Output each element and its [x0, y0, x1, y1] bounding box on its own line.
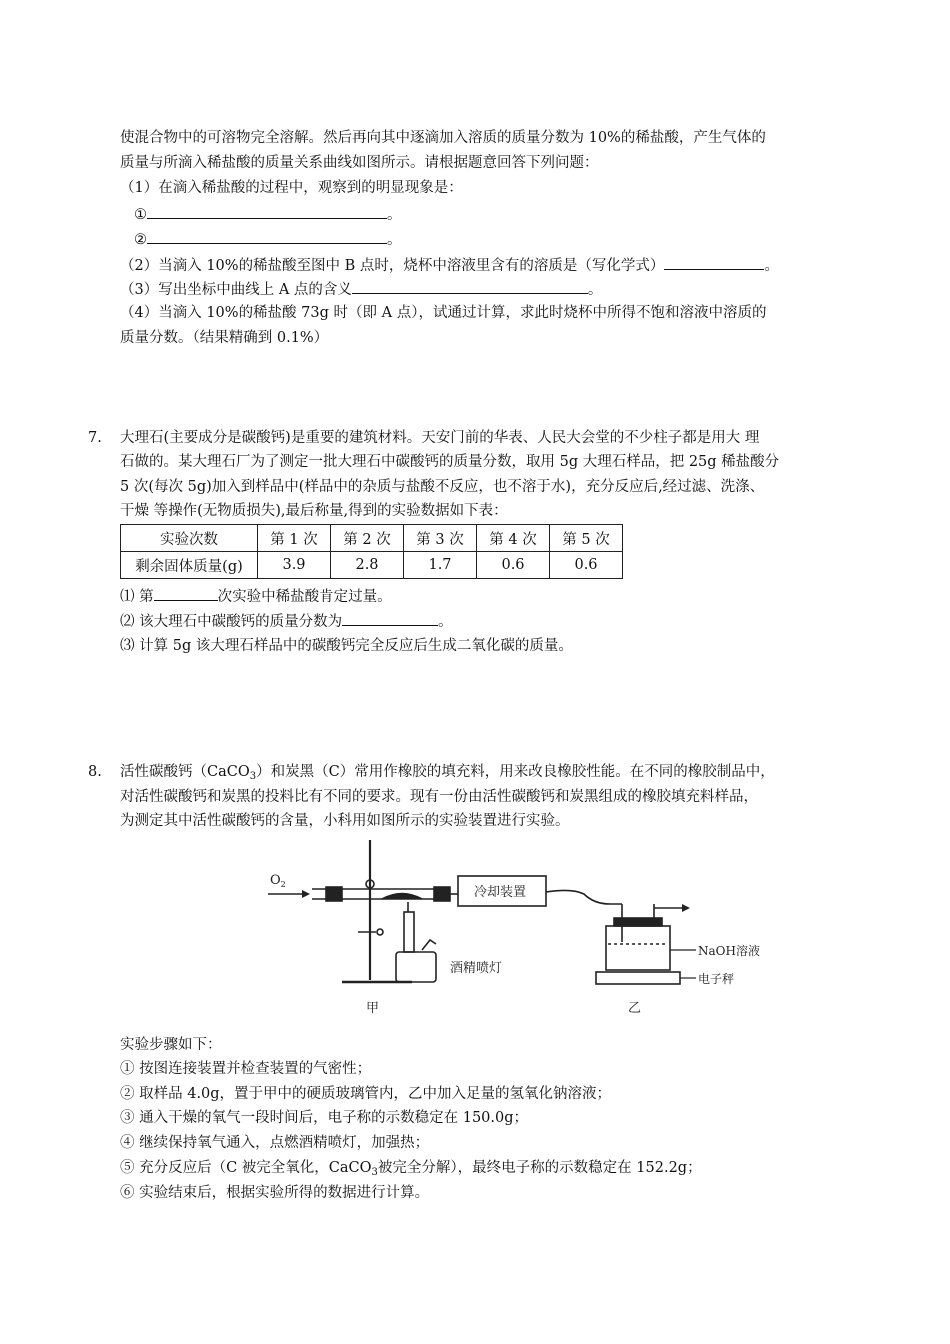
q7-line-2: 石做的。某大理石厂为了测定一批大理石中碳酸钙的质量分数，取用 5g 大理石样品，把 25g 稀盐酸分 [120, 454, 780, 470]
subscript: 3 [249, 771, 257, 782]
q8-line-2: 对活性碳酸钙和炭黑的投料比有不同的要求。现有一份由活性碳酸钙和炭黑组成的橡胶填充料样品， [120, 789, 758, 805]
arrow-head-icon [682, 904, 690, 912]
step-3: ③ 通入干燥的氧气一段时间后，电子称的示数稳定在 150.0g； [120, 1110, 529, 1126]
q7-line-4: 干燥 等操作(无物质损失),最后称量,得到的实验数据如下表： [120, 503, 508, 519]
period: 。 [438, 614, 453, 630]
q6-part-4-line-1: （4）当滴入 10%的稀盐酸 73g 时（即 A 点），试通过计算，求此时烧杯中所得不饱和溶液中溶质的 [120, 305, 767, 321]
table-cell: 1.7 [404, 552, 477, 579]
table-cell: 0.6 [477, 552, 550, 579]
yi-label: 乙 [628, 1001, 642, 1016]
table-cell: 2.8 [331, 552, 404, 579]
step-5-a: ⑤ 充分反应后（C 被完全氧化，CaCO [120, 1160, 372, 1176]
connecting-tube [546, 890, 622, 904]
q6-part-2-text: （2）当滴入 10%的稀盐酸至图中 B 点时，烧杯中溶液里含有的溶质是（写化学式） [120, 258, 665, 274]
electronic-scale [596, 972, 680, 984]
bottle-stopper [614, 918, 662, 926]
o2-label: $O_2$ [270, 873, 286, 889]
table-header-cell: 实验次数 [121, 525, 258, 552]
naoh-label: NaOH溶液 [698, 944, 760, 958]
step-6: ⑥ 实验结束后，根据实验所得的数据进行计算。 [120, 1185, 430, 1201]
table-header-cell: 第 1 次 [258, 525, 331, 552]
q7-number: 7. [88, 430, 102, 446]
table-header-cell: 第 2 次 [331, 525, 404, 552]
step-5-b: 被完全分解），最终电子称的示数稳定在 152.2g； [377, 1160, 702, 1176]
q6-part-4-line-2: 质量分数。（结果精确到 0.1%） [120, 330, 329, 346]
table-cell: 3.9 [258, 552, 331, 579]
q7-sub-1-pre: ⑴ 第 [120, 589, 154, 605]
period: 。 [387, 207, 402, 223]
q7-line-3: 5 次(每次 5g)加入到样品中(样品中的杂质与盐酸不反应，也不溶于水)，充分反应后,经过滤、洗涤、 [120, 479, 765, 495]
q7-sub-1 [120, 586, 392, 607]
step-5 [120, 1158, 702, 1178]
table-header-cell: 第 3 次 [404, 525, 477, 552]
answer-blank[interactable] [664, 255, 764, 270]
wash-bottle [606, 926, 670, 970]
steps-title: 实验步骤如下： [120, 1037, 222, 1053]
item-1-mark: ① [134, 207, 147, 223]
apparatus-diagram [262, 832, 760, 1020]
table-header-cell: 第 4 次 [477, 525, 550, 552]
q6-part-1: （1）在滴入稀盐酸的过程中，观察到的明显现象是： [120, 180, 463, 196]
answer-blank[interactable] [352, 279, 588, 294]
q6-part-1-item-1 [134, 204, 402, 225]
step-4: ④ 继续保持氧气通入，点燃酒精喷灯，加强热； [120, 1135, 430, 1151]
q7-line-1: 大理石(主要成分是碳酸钙)是重要的建筑材料。天安门前的华表、人民大会堂的不少柱子都是用大 理 [120, 430, 760, 446]
answer-blank[interactable] [147, 229, 387, 244]
answer-blank[interactable] [154, 586, 218, 601]
stopper-left [326, 887, 342, 901]
q6-part-2 [120, 255, 779, 276]
q8-line-1 [120, 762, 775, 782]
lamp-label: 酒精喷灯 [450, 961, 503, 976]
q8-line-1-b: ）和炭黑（C）常用作橡胶的填充料，用来改良橡胶性能。在不同的橡胶制品中， [256, 764, 775, 780]
step-1: ① 按图连接装置并检查装置的气密性； [120, 1061, 372, 1077]
q6-intro-line-1: 使混合物中的可溶物完全溶解。然后再向其中逐滴加入溶质的质量分数为 10%的稀盐酸，产生气体的 [120, 130, 766, 146]
q6-intro-line-2: 质量与所滴入稀盐酸的质量关系曲线如图所示。请根据题意回答下列问题： [120, 155, 599, 171]
results-table [120, 524, 623, 579]
clamp-knob [377, 929, 383, 935]
arrow-head-icon [302, 890, 310, 898]
q6-part-3-text: （3）写出坐标中曲线上 A 点的含义 [120, 282, 352, 298]
q8-line-1-a: 活性碳酸钙（CaCO [120, 764, 250, 780]
q6-part-3 [120, 279, 602, 300]
burner-neck [404, 912, 414, 952]
q6-part-1-item-2 [134, 229, 402, 250]
scale-label: 电子秤 [698, 972, 735, 986]
alcohol-burner-body [396, 952, 436, 982]
cooler-label: 冷却装置 [474, 885, 527, 900]
sample-in-tube [382, 894, 422, 900]
item-2-mark: ② [134, 232, 147, 248]
burner-handle [422, 940, 436, 950]
jia-label: 甲 [366, 1001, 380, 1016]
q7-sub-2-text: ⑵ 该大理石中碳酸钙的质量分数为 [120, 614, 343, 630]
table-header-row [121, 525, 623, 552]
q7-sub-3: ⑶ 计算 5g 该大理石样品中的碳酸钙完全反应后生成二氧化碳的质量。 [120, 638, 573, 654]
table-header-cell: 第 5 次 [550, 525, 623, 552]
step-2: ② 取样品 4.0g，置于甲中的硬质玻璃管内，乙中加入足量的氢氧化钠溶液； [120, 1086, 612, 1102]
answer-blank[interactable] [147, 204, 387, 219]
q8-line-3: 为测定其中活性碳酸钙的含量，小科用如图所示的实验装置进行实验。 [120, 813, 570, 829]
answer-blank[interactable] [342, 611, 438, 626]
table-cell: 0.6 [550, 552, 623, 579]
table-row-label: 剩余固体质量(g) [121, 552, 258, 579]
table-row [121, 552, 623, 579]
period: 。 [387, 232, 402, 248]
period: 。 [764, 258, 779, 274]
q7-sub-1-post: 次实验中稀盐酸肯定过量。 [217, 589, 392, 605]
period: 。 [587, 282, 603, 298]
stopper-right [434, 887, 450, 901]
subscript: 3 [371, 1167, 378, 1178]
q7-sub-2 [120, 611, 453, 632]
q8-number: 8. [88, 764, 102, 780]
